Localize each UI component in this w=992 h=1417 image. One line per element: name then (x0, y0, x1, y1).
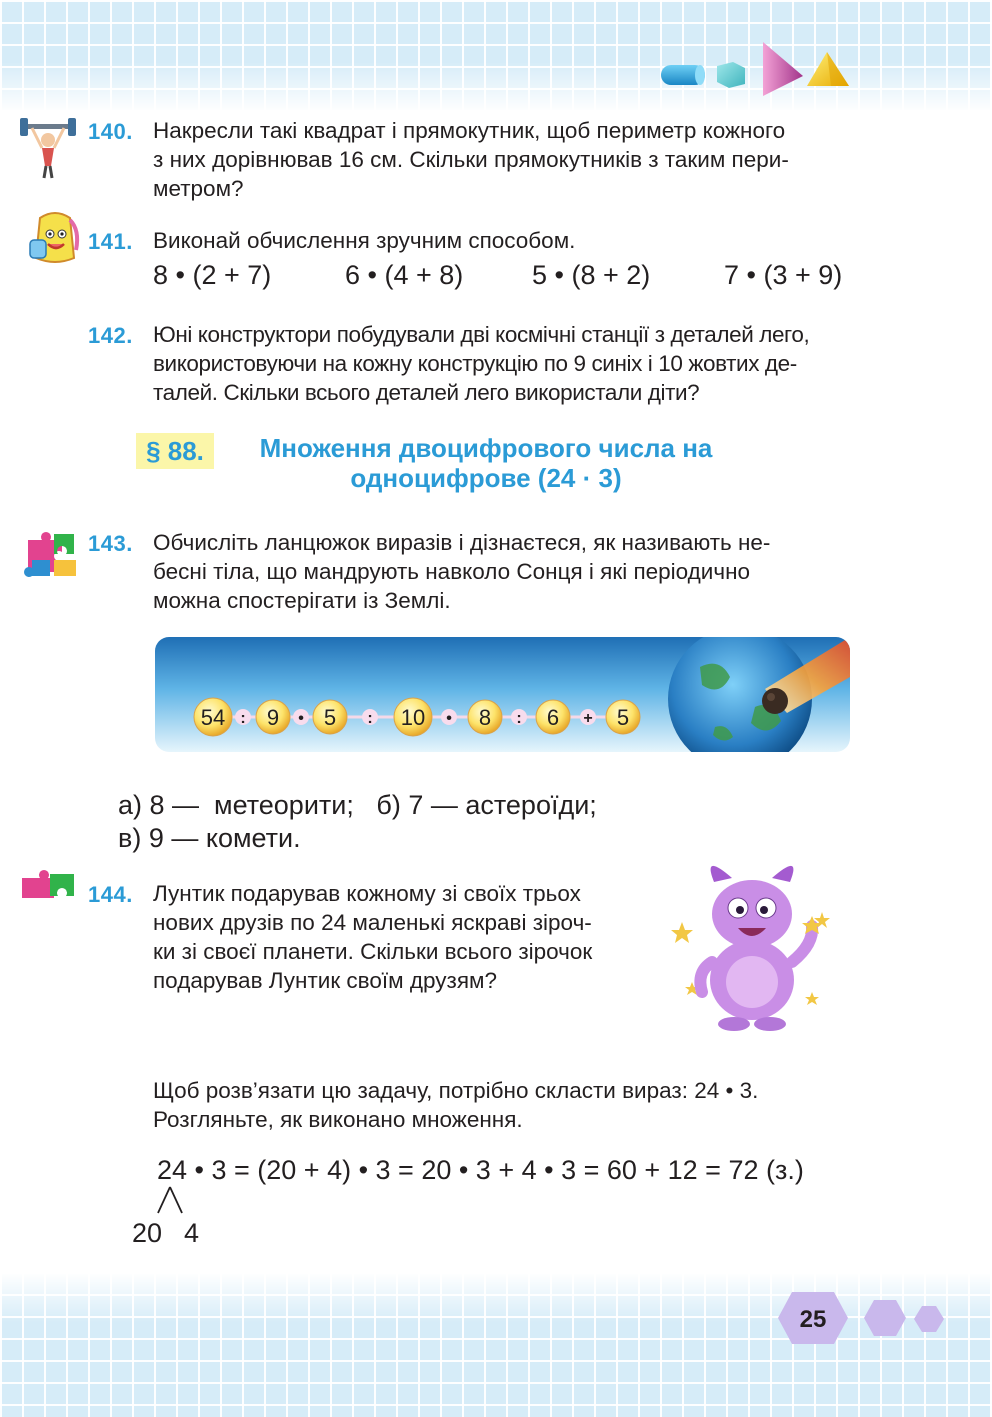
section-number: § 88. (136, 433, 214, 469)
chain-operator-5: : (516, 710, 522, 727)
luntik-character-icon (662, 852, 842, 1032)
weightlifter-icon (18, 116, 78, 180)
expression-1: 8 • (2 + 7) (153, 260, 272, 290)
chain-value-1: 54 (200, 705, 226, 730)
chain-value-6: 6 (546, 705, 560, 730)
chain-value-3: 5 (323, 705, 337, 730)
task-number-143: 143. (88, 531, 133, 556)
task-number-140: 140. (88, 119, 133, 144)
page-number: 25 (799, 1306, 827, 1333)
puzzle-pieces-icon (20, 868, 78, 908)
task-143-text: Обчисліть ланцюжок виразів і дізнаєтеся, як називають не- бесні тіла, що мандрують навколо Сонця і які періодично можна спостерігати із Землі. (153, 530, 771, 613)
task-number-144: 144. (88, 882, 133, 907)
chain-operator-1: : (240, 710, 246, 727)
geometric-solids-icon (655, 40, 855, 100)
decomposition-branch (154, 1185, 186, 1215)
chain-value-5: 8 (478, 705, 492, 730)
decomposition-tens: 20 (132, 1218, 163, 1248)
puzzle-pieces-icon (24, 530, 80, 580)
section-title: Множення двоцифрового числа на одноцифрове (24 · 3) (259, 433, 713, 493)
space-banner (155, 637, 850, 752)
task-number-142: 142. (88, 323, 133, 348)
task-141-text: Виконай обчислення зручним способом. (153, 228, 576, 253)
answer-options-line1: а) 8 — метеорити; б) 7 — астероїди; (118, 790, 597, 820)
expression-4: 7 • (3 + 9) (724, 260, 843, 290)
task-144-text: Лунтик подарував кожному зі своїх трьох нових друзів по 24 маленькі яскраві зіроч- ки зі своєї планети. Скільки всього зірочок подарував Лунтик своїм друзям? (153, 881, 593, 993)
expression-3: 5 • (8 + 2) (532, 260, 651, 290)
chain-value-2: 9 (266, 705, 280, 730)
chain-operator-2: • (298, 710, 304, 727)
chain-value-7: 5 (616, 705, 630, 730)
chain-operator-3: : (367, 710, 373, 727)
page-number-badge (778, 1290, 948, 1346)
chain-operator-4: • (446, 710, 452, 727)
backpack-icon (26, 210, 84, 266)
chain-operator-6: + (583, 710, 593, 727)
solution-intro: Щоб розв’язати цю задачу, потрібно скласти вираз: 24 • 3. Розгляньте, як виконано множення. (153, 1078, 759, 1132)
decomposition-ones: 4 (184, 1218, 200, 1248)
space-banner-art (155, 637, 850, 752)
answer-options-line2: в) 9 — комети. (118, 823, 301, 853)
expression-2: 6 • (4 + 8) (345, 260, 464, 290)
task-142-text: Юні конструктори побудували дві космічні станції з деталей лего, використовуючи на кожну конструкцію по 9 синіх і 10 жовтих де- талей. Скільки всього деталей лего використали діти? (153, 322, 810, 405)
multiplication-equation: 24 • 3 = (20 + 4) • 3 = 20 • 3 + 4 • 3 = 60 + 12 = 72 (з.) (157, 1155, 804, 1185)
task-number-141: 141. (88, 229, 133, 254)
task-140-text: Накресли такі квадрат і прямокутник, щоб периметр кожного з них дорівнював 16 см. Скільки прямокутників з таким пери- метром? (153, 118, 789, 201)
chain-value-4: 10 (400, 705, 426, 730)
